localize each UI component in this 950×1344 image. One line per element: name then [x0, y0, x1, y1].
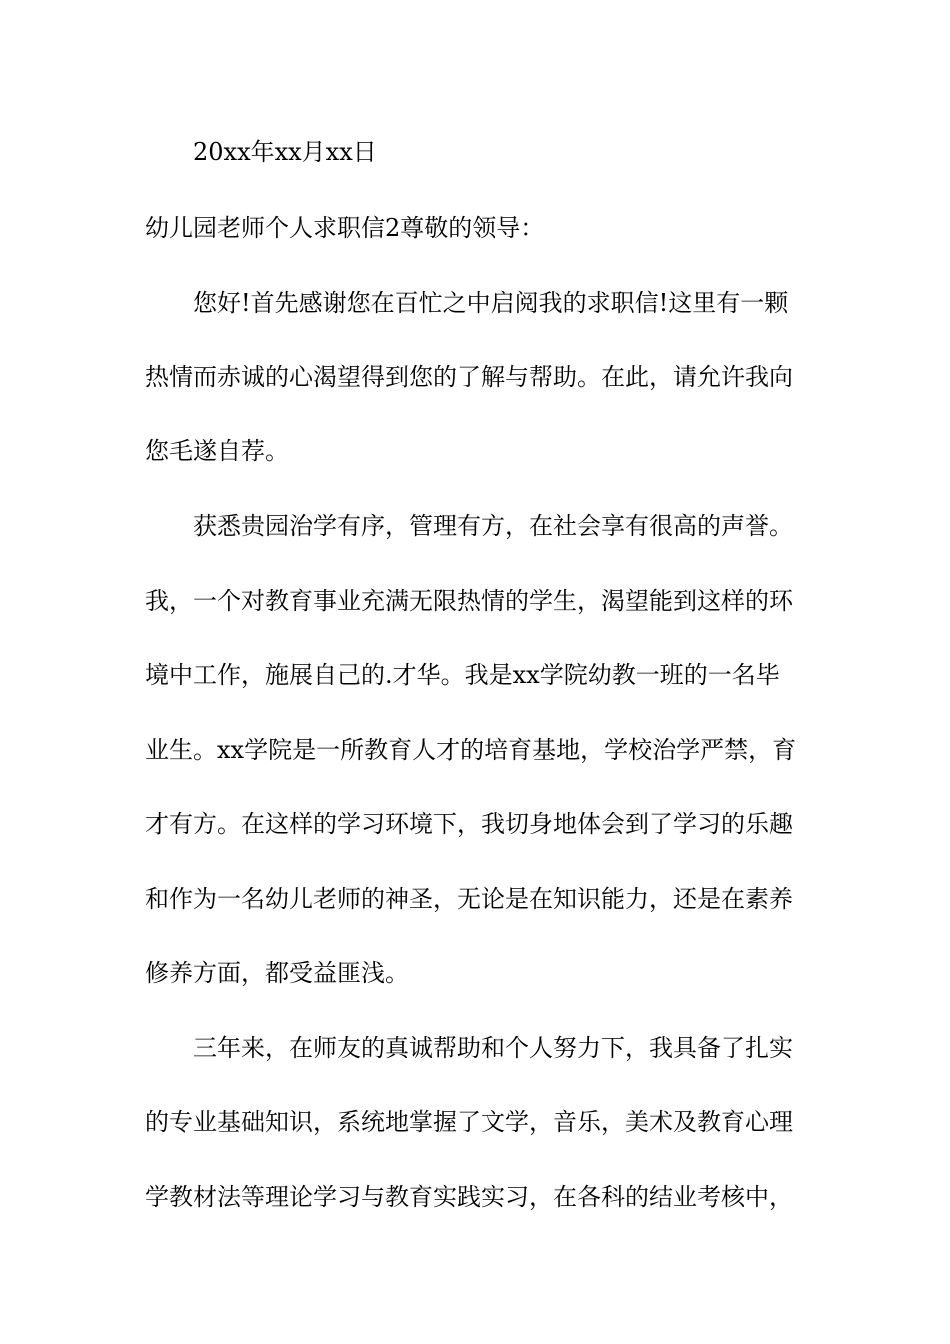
paragraph-line: 的专业基础知识，系统地掌握了文学，音乐，美术及教育心理 [145, 1108, 793, 1136]
paragraph-line: 才有方。在这样的学习环境下，我切身地体会到了学习的乐趣 [145, 810, 793, 838]
paragraph-line: 三年来，在师友的真诚帮助和个人努力下，我具备了扎实 [193, 1034, 793, 1062]
letter-date: 20xx年xx月xx日 [193, 138, 377, 166]
paragraph-line: 学教材法等理论学习与教育实践实习，在各科的结业考核中， [145, 1183, 793, 1211]
paragraph-line: 业生。xx学院是一所教育人才的培育基地，学校治学严禁，育 [145, 736, 797, 764]
paragraph-line: 热情而赤诚的心渴望得到您的了解与帮助。在此，请允许我向 [145, 363, 793, 391]
paragraph-line: 获悉贵园治学有序，管理有方，在社会享有很高的声誉。 [193, 512, 793, 540]
paragraph-line: 您好!首先感谢您在百忙之中启阅我的求职信!这里有一颗 [193, 289, 789, 317]
paragraph-line: 您毛遂自荐。 [145, 437, 289, 465]
paragraph-line: 境中工作，施展自己的.才华。我是xx学院幼教一班的一名毕 [145, 661, 780, 689]
paragraph-line: 修养方面，都受益匪浅。 [145, 959, 409, 987]
paragraph-line: 我，一个对教育事业充满无限热情的学生，渴望能到这样的环 [145, 587, 793, 615]
paragraph-line: 和作为一名幼儿老师的神圣，无论是在知识能力，还是在素养 [145, 885, 793, 913]
letter-heading: 幼儿园老师个人求职信2尊敬的领导： [145, 214, 545, 242]
